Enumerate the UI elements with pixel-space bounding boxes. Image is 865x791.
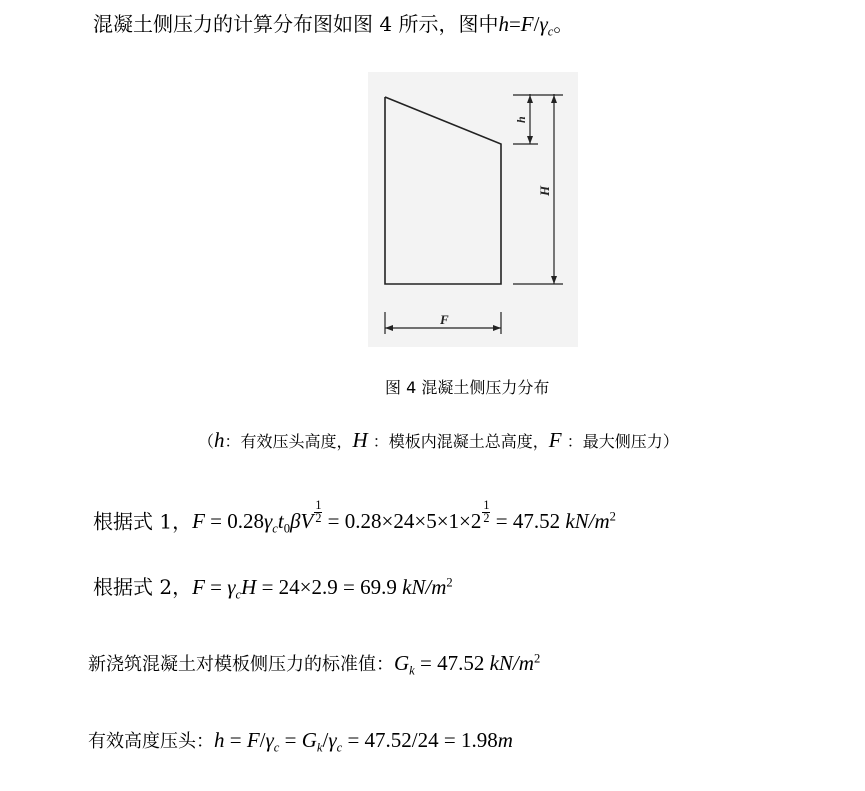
formula-2: $F = \gamma_cH = 24\times 2.9 = 69.9$ $kN/m^2$: [192, 575, 453, 602]
arrow-H-bottom: [551, 276, 557, 284]
arrow-H-top: [551, 95, 557, 103]
formula-1-label: 根据式 1，: [93, 509, 193, 534]
label-F: F: [440, 312, 449, 327]
exponent-half-2: $\frac{1}{2}$: [483, 498, 490, 525]
effective-head-formula: $h = F/\gamma_c = G_k/\gamma_c = 47.52/24 = 1.98m$: [214, 728, 513, 755]
standard-value-formula: $G_k = 47.52$ $kN/m^2$: [394, 651, 541, 678]
formula-1-line: [93, 500, 616, 537]
label-H: H: [537, 185, 552, 196]
arrow-F-left: [385, 325, 393, 331]
formula-2-label: 根据式 2，: [93, 575, 193, 599]
exponent-half-1: $\frac{1}{2}$: [315, 498, 322, 525]
intro-end: 。: [553, 12, 574, 36]
variable-legend: （h：有效压头高度，H ：模板内混凝土总高度，F ：最大侧压力）: [198, 428, 679, 452]
figure-caption: 图 4 混凝土侧压力分布: [385, 378, 550, 397]
intro-text: 混凝土侧压力的计算分布图如图 4 所示，图中: [93, 12, 499, 36]
arrow-h-top: [527, 95, 533, 103]
legend-F: F: [548, 428, 562, 452]
pressure-diagram: [368, 72, 578, 347]
formula-2-line: [93, 571, 453, 602]
effective-head-line: [88, 727, 513, 755]
intro-line: [93, 8, 573, 39]
pressure-outline: [385, 97, 501, 284]
arrow-h-bottom: [527, 136, 533, 144]
label-h: h: [514, 116, 528, 123]
standard-value-line: [88, 650, 540, 678]
standard-value-label: 新浇筑混凝土对模板侧压力的标准值：: [88, 654, 394, 675]
arrow-F-right: [493, 325, 501, 331]
legend-h: h: [214, 428, 225, 452]
legend-H: H: [352, 428, 368, 452]
intro-formula: $h=F/\gamma_c$: [498, 12, 554, 39]
pressure-distribution-figure: [368, 72, 578, 347]
formula-1: $F = 0.28\gamma_ct_0\beta V$ $\frac{1}{2}$ = 0.28×24×5×1×2 $\frac{1}{2}$ = 47.52 $kN/m^2$: [192, 498, 616, 536]
effective-head-label: 有效高度压头：: [88, 731, 214, 752]
